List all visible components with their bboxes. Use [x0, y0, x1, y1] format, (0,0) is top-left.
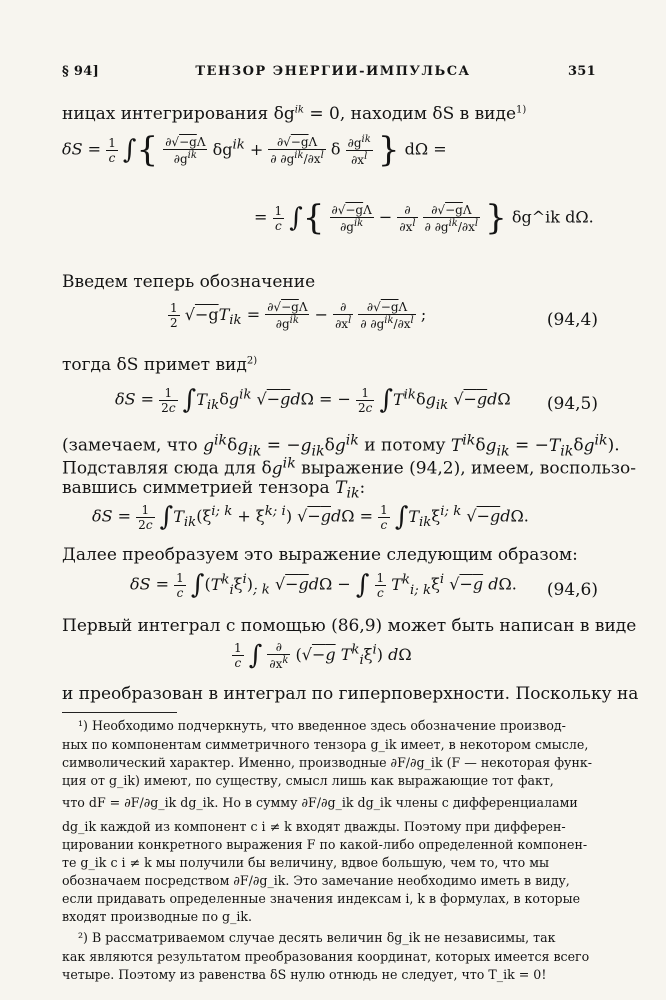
text-remark-2: Подставляя сюда для $\delta g^{ik}$ выражение (94,2), имеем, воспользо- [62, 455, 636, 479]
footnote-1-line: те g_ik с i ≠ k мы получили бы величину, вдвое большую, чем то, что мы [62, 855, 550, 870]
equation-first-integral: $\frac{1}{c}$ ∫ $\frac{\partial}{\partial x^k}$ (√−g $T^k_i\xi^i$) dΩ [234, 640, 412, 671]
footnote-2-line: ²) В рассматриваемом случае десять величин δg_ik не независимы, так [78, 930, 556, 945]
footnote-1-line: символический характер. Именно, производные ∂F/∂g_ik (F — некоторая функ- [62, 755, 592, 770]
equation-94-5: δS = $\frac{1}{2c}$ $\int T_{ik}\delta g^{ik}$ √−gdΩ = − $\frac{1}{2c}$ $\int T^{ik}\delta g_{ik}$ √−gdΩ [115, 385, 511, 415]
text-first-integral: Первый интеграл с помощью (86,9) может быть написан в виде [62, 616, 637, 636]
page-number: 351 [567, 64, 596, 79]
footnote-1-line: входят производные по g_ik. [62, 909, 253, 924]
text-further: Далее преобразуем это выражение следующим образом: [62, 545, 578, 565]
footnote-1-line: что dF = ∂F/∂g_ik dg_ik. Но в сумму ∂F/∂g_ik dg_ik члены с дифференциалами [62, 795, 578, 810]
footnote-2-line: как являются результатом преобразования координат, которых имеется всего [62, 949, 590, 964]
equation-label-94-6: (94,6) [546, 580, 598, 600]
running-title: ТЕНЗОР ЭНЕРГИИ-ИМПУЛЬСА [195, 64, 471, 79]
equation-label-94-4: (94,4) [546, 310, 598, 330]
footnote-1-line: если придавать определенные значения индексам i, k в формулах, в которые [62, 891, 581, 906]
footnote-1-line: ¹) Необходимо подчеркнуть, что введенное здесь обозначение производ- [78, 718, 566, 733]
text-then: тогда δS примет вид$^{2)}$ [62, 355, 258, 375]
equation-94-4: $\frac{1}{2}$ $√-gT_{ik}$ = $\frac{\partial√-g\Lambda}{\partial g^{ik}}$ − $\frac{\partial}{\partial x^l}$ $\frac{\partial√-g\Lambda}{\partial \partial g^{ik}/\partial x^l}$ ; [170, 300, 427, 331]
footnote-rule [62, 712, 177, 713]
equation-94-6: δS = $\frac{1}{c}$ $\int(T^k_i\xi^i)_{; k}$ √−gdΩ − ∫ $\frac{1}{c}$ $T^k_{i; k}\xi^i$ √−g dΩ. [130, 570, 517, 600]
footnote-1-line: ных по компонентам симметричного тензора g_ik имеет, в некотором смысле, [62, 737, 589, 752]
footnote-1-line: ция от g_ik) имеют, по существу, смысл лишь как выражающие тот факт, [62, 773, 554, 788]
equation-label-94-5: (94,5) [546, 394, 598, 414]
footnote-2-line: четыре. Поэтому из равенства δS нулю отнюдь не следует, что T_ik = 0! [62, 967, 547, 982]
section-marker: § 94] [62, 64, 100, 79]
footnote-1-line: dg_ik каждой из компонент с i ≠ k входят дважды. Поэтому при дифферен- [62, 819, 566, 834]
text-line-1: ницах интегрирования $\delta g^{ik} = 0$, находим δS в виде$^{1)}$ [62, 104, 527, 124]
text-last-line: и преобразован в интеграл по гиперповерхности. Поскольку на [62, 684, 639, 704]
text-notation-intro: Введем теперь обозначение [62, 272, 316, 292]
footnote-1-line: цировании конкретного выражения F по какой-либо определенной компонен- [62, 837, 588, 852]
equation-variation-a: δS = $\frac{1}{c}$ ∫{ $\frac{\partial√-g\Lambda}{\partial g^{ik}}$ $\delta g^{ik}$ + $\frac{\partial√-g\Lambda}{\partial \partial g^{ik}/\partial x^l}$ δ $\frac{\partial g^{ik}}{\partial x^l}$ } dΩ = [62, 130, 447, 170]
text-remark-3: вавшись симметрией тензора $T_{ik}$: [62, 478, 366, 502]
equation-variation-b: = $\frac{1}{c}$ ∫{ $\frac{\partial√-g\Lambda}{\partial g^{ik}}$ − $\frac{\partial}{\partial x^l}$ $\frac{\partial√-g\Lambda}{\partial \partial g^{ik}/\partial x^l}$ } δg^ik dΩ. [254, 198, 594, 238]
equation-symmetry: δS = $\frac{1}{2c}$ $\int T_{ik}(\xi^{i; k} + \xi^{k; i}) √-gd\Omega$ = $\frac{1}{c}$ $\int T_{ik}\xi^{i; k}$ √−gdΩ. [92, 502, 529, 532]
text-remark-1: (замечаем, что $g^{ik}\delta g_{ik} = -g_{ik}\delta g^{ik}$ и потому $T^{ik}\delta g_{ik} = -T_{ik}\delta g^{ik}$). [62, 432, 620, 460]
footnote-1-line: обозначаем посредством ∂F/∂g_ik. Это замечание необходимо иметь в виду, [62, 873, 570, 888]
